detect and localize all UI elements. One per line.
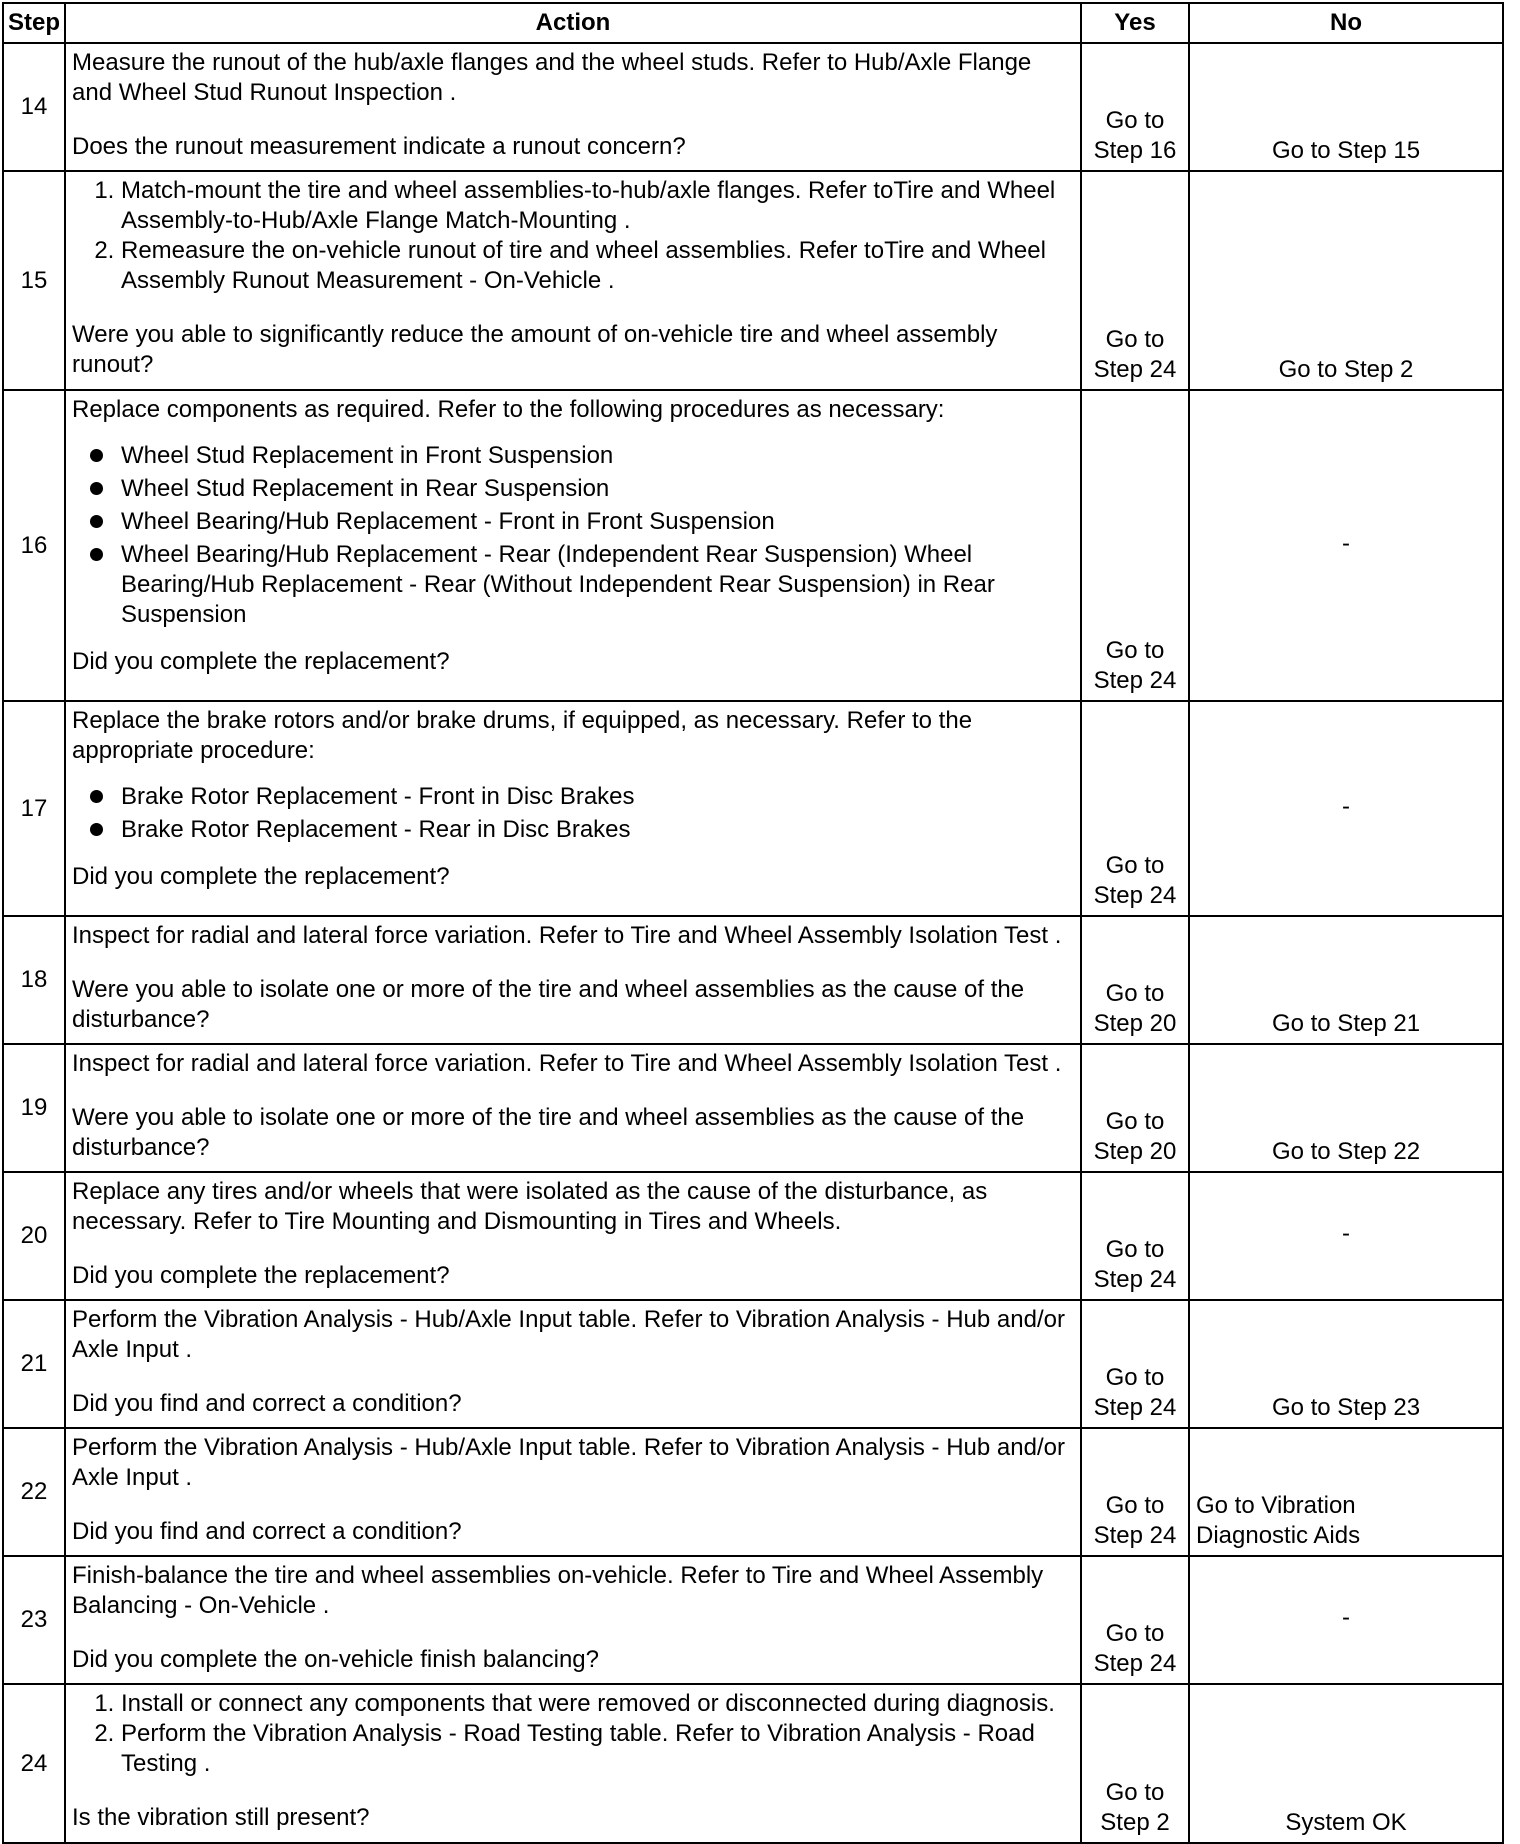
header-action: Action <box>65 3 1081 43</box>
list-item: 2. Perform the Vibration Analysis - Road Testing table. Refer to Vibration Analysis - Road Testing . <box>121 1719 1074 1779</box>
no-text-line1: Go to Vibration <box>1196 1492 1356 1519</box>
no-cell: Go to Step 2 <box>1189 171 1503 390</box>
action-text: Replace any tires and/or wheels that were isolated as the cause of the disturbance, as necessary. Refer to Tire Mounting and Dismounting in Tires and Wheels. <box>72 1178 988 1235</box>
yes-text-line1: Go to <box>1105 1364 1165 1391</box>
bullet-list <box>72 782 1074 845</box>
question-text: Does the runout measurement indicate a runout concern? <box>72 133 686 160</box>
yes-text-line2: Step 24 <box>1093 356 1177 383</box>
list-item: 2. Remeasure the on-vehicle runout of tire and wheel assemblies. Refer toTire and Wheel Assembly Runout Measurement - On-Vehicle . <box>121 236 1074 296</box>
no-cell: - <box>1189 701 1503 916</box>
step-number: 16 <box>3 390 65 701</box>
yes-cell <box>1081 1044 1189 1172</box>
yes-text-line1: Go to <box>1105 326 1165 353</box>
yes-cell <box>1081 701 1189 916</box>
list-item: Wheel Stud Replacement in Rear Suspension <box>72 474 1074 504</box>
action-cell <box>65 1428 1081 1556</box>
no-cell: - <box>1189 1556 1503 1684</box>
list-item: Wheel Bearing/Hub Replacement - Rear (Independent Rear Suspension) Wheel Bearing/Hub Replacement - Rear (Without Independent Rear Suspension) in Rear Suspension <box>72 540 1074 630</box>
question-text: Did you complete the replacement? <box>72 863 450 890</box>
header-no: No <box>1189 3 1503 43</box>
step-number: 20 <box>3 1172 65 1300</box>
table-row <box>3 43 1503 171</box>
yes-text-line2: Step 24 <box>1093 1522 1177 1549</box>
numbered-list <box>72 1689 1074 1779</box>
list-item: Brake Rotor Replacement - Rear in Disc Brakes <box>72 815 1074 845</box>
yes-cell <box>1081 43 1189 171</box>
no-cell: Go to Step 21 <box>1189 916 1503 1044</box>
no-cell: Go to Step 22 <box>1189 1044 1503 1172</box>
no-cell: - <box>1189 390 1503 701</box>
step-number: 21 <box>3 1300 65 1428</box>
question-text: Were you able to significantly reduce the amount of on-vehicle tire and wheel assembly runout? <box>72 321 998 378</box>
question-text: Did you complete the replacement? <box>72 648 450 675</box>
step-number: 22 <box>3 1428 65 1556</box>
list-item: Brake Rotor Replacement - Front in Disc Brakes <box>72 782 1074 812</box>
yes-text-line1: Go to <box>1105 1620 1165 1647</box>
question-text: Is the vibration still present? <box>72 1804 370 1831</box>
action-cell <box>65 701 1081 916</box>
bullet-list <box>72 441 1074 630</box>
table-row <box>3 171 1503 390</box>
table-row <box>3 1044 1503 1172</box>
table-row <box>3 1300 1503 1428</box>
question-text: Did you complete the replacement? <box>72 1262 450 1289</box>
question-text: Did you complete the on-vehicle finish balancing? <box>72 1646 599 1673</box>
action-text: Measure the runout of the hub/axle flanges and the wheel studs. Refer to Hub/Axle Flange and Wheel Stud Runout Inspection . <box>72 49 1032 106</box>
diagnostic-table-container <box>2 2 1502 1844</box>
step-number: 19 <box>3 1044 65 1172</box>
action-cell <box>65 1556 1081 1684</box>
yes-text-line2: Step 24 <box>1093 1650 1177 1677</box>
action-cell <box>65 1684 1081 1843</box>
table-row <box>3 916 1503 1044</box>
yes-text-line2: Step 20 <box>1093 1138 1177 1165</box>
no-cell: Go to Step 15 <box>1189 43 1503 171</box>
question-text: Did you find and correct a condition? <box>72 1390 462 1417</box>
action-text: Finish-balance the tire and wheel assemblies on-vehicle. Refer to Tire and Wheel Assembly Balancing - On-Vehicle . <box>72 1562 1044 1619</box>
yes-cell <box>1081 390 1189 701</box>
yes-text-line2: Step 20 <box>1093 1010 1177 1037</box>
step-number: 14 <box>3 43 65 171</box>
step-number: 23 <box>3 1556 65 1684</box>
list-item: 1. Install or connect any components that were removed or disconnected during diagnosis. <box>121 1689 1074 1719</box>
step-number: 24 <box>3 1684 65 1843</box>
action-cell <box>65 390 1081 701</box>
action-text: Inspect for radial and lateral force variation. Refer to Tire and Wheel Assembly Isolation Test . <box>72 922 1062 949</box>
action-text: Replace the brake rotors and/or brake drums, if equipped, as necessary. Refer to the appropriate procedure: <box>72 707 973 764</box>
yes-text-line2: Step 24 <box>1093 1266 1177 1293</box>
table-row <box>3 1172 1503 1300</box>
step-number: 17 <box>3 701 65 916</box>
table-row <box>3 701 1503 916</box>
yes-cell <box>1081 1172 1189 1300</box>
yes-text-line2: Step 24 <box>1093 882 1177 909</box>
yes-text-line1: Go to <box>1105 1492 1165 1519</box>
yes-cell <box>1081 916 1189 1044</box>
yes-cell <box>1081 1684 1189 1843</box>
yes-text-line2: Step 2 <box>1100 1809 1170 1836</box>
yes-cell <box>1081 1556 1189 1684</box>
header-step: Step <box>3 3 65 43</box>
list-item: Wheel Stud Replacement in Front Suspension <box>72 441 1074 471</box>
action-text: Replace components as required. Refer to the following procedures as necessary: <box>72 396 945 423</box>
table-row <box>3 1684 1503 1843</box>
table-row <box>3 1428 1503 1556</box>
no-cell <box>1189 1428 1503 1556</box>
yes-text-line1: Go to <box>1105 1236 1165 1263</box>
header-yes: Yes <box>1081 3 1189 43</box>
step-number: 15 <box>3 171 65 390</box>
yes-text-line1: Go to <box>1105 107 1165 134</box>
yes-text-line1: Go to <box>1105 1108 1165 1135</box>
table-row <box>3 390 1503 701</box>
yes-text-line1: Go to <box>1105 852 1165 879</box>
no-text-line2: Diagnostic Aids <box>1196 1522 1361 1549</box>
action-text: Perform the Vibration Analysis - Hub/Axle Input table. Refer to Vibration Analysis - Hub and/or Axle Input . <box>72 1306 1065 1363</box>
yes-text-line1: Go to <box>1105 980 1165 1007</box>
action-cell <box>65 1172 1081 1300</box>
yes-text-line2: Step 16 <box>1093 137 1177 164</box>
action-cell <box>65 916 1081 1044</box>
action-cell <box>65 1044 1081 1172</box>
yes-text-line1: Go to <box>1105 1779 1165 1806</box>
yes-text-line1: Go to <box>1105 637 1165 664</box>
no-cell: - <box>1189 1172 1503 1300</box>
yes-text-line2: Step 24 <box>1093 1394 1177 1421</box>
table-row <box>3 1556 1503 1684</box>
action-cell <box>65 43 1081 171</box>
list-item: 1. Match-mount the tire and wheel assemblies-to-hub/axle flanges. Refer toTire and Wheel Assembly-to-Hub/Axle Flange Match-Mounting . <box>121 176 1074 236</box>
action-text: Perform the Vibration Analysis - Hub/Axle Input table. Refer to Vibration Analysis - Hub and/or Axle Input . <box>72 1434 1065 1491</box>
no-cell: System OK <box>1189 1684 1503 1843</box>
list-item: Wheel Bearing/Hub Replacement - Front in Front Suspension <box>72 507 1074 537</box>
table-header-row <box>3 3 1503 43</box>
numbered-list <box>72 176 1074 296</box>
step-number: 18 <box>3 916 65 1044</box>
yes-cell <box>1081 171 1189 390</box>
yes-cell <box>1081 1428 1189 1556</box>
question-text: Were you able to isolate one or more of the tire and wheel assemblies as the cause of the disturbance? <box>72 976 1025 1033</box>
action-text: Inspect for radial and lateral force variation. Refer to Tire and Wheel Assembly Isolation Test . <box>72 1050 1062 1077</box>
question-text: Did you find and correct a condition? <box>72 1518 462 1545</box>
no-cell: Go to Step 23 <box>1189 1300 1503 1428</box>
action-cell <box>65 171 1081 390</box>
question-text: Were you able to isolate one or more of the tire and wheel assemblies as the cause of the disturbance? <box>72 1104 1025 1161</box>
action-cell <box>65 1300 1081 1428</box>
yes-text-line2: Step 24 <box>1093 667 1177 694</box>
diagnostic-table <box>2 2 1504 1844</box>
yes-cell <box>1081 1300 1189 1428</box>
